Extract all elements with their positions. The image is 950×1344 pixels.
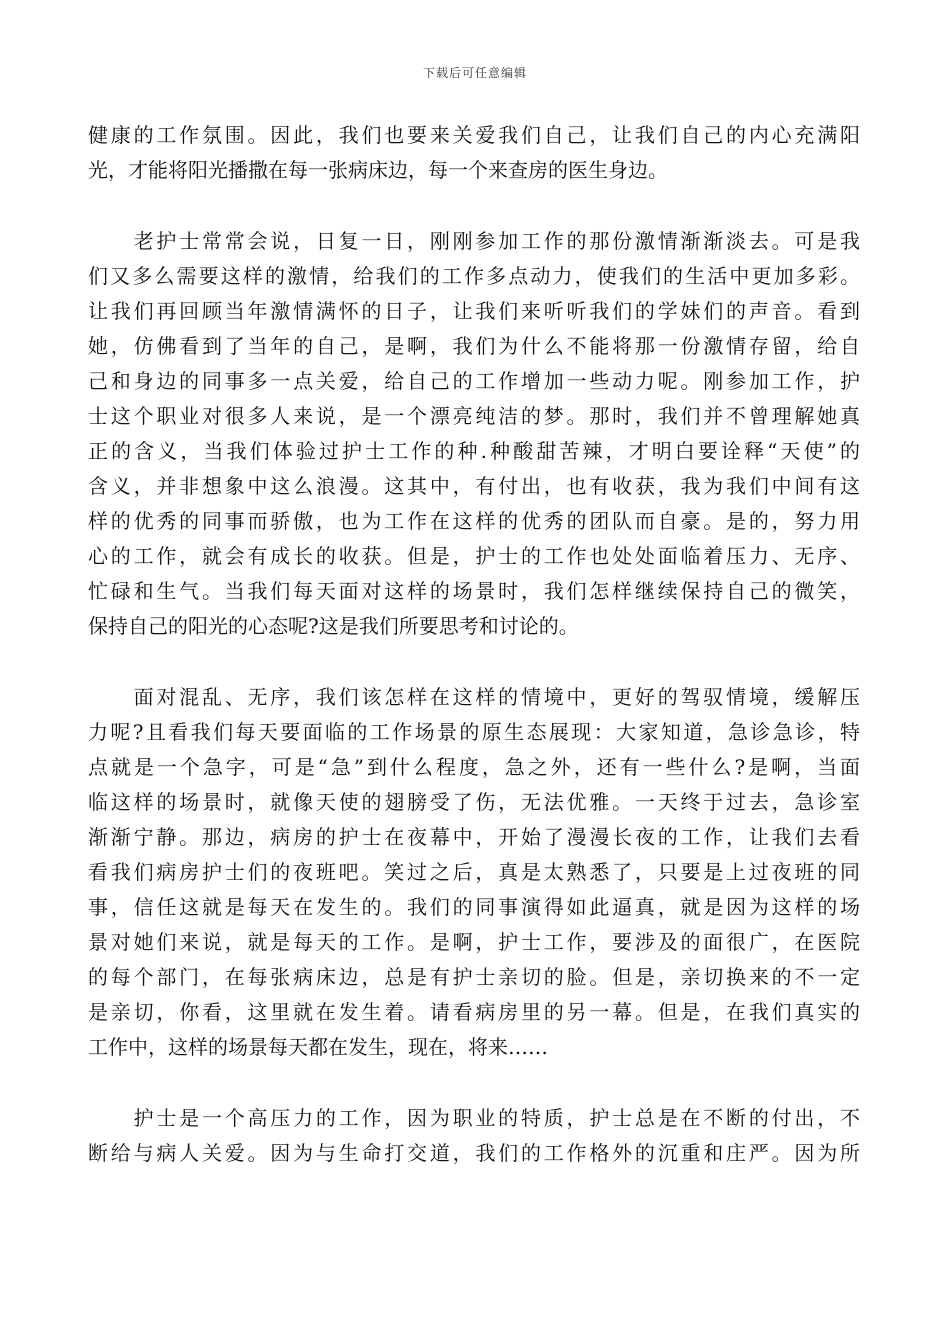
text-line: 心的工作，就会有成长的收获。但是，护士的工作也处处面临着压力、无序、: [88, 544, 860, 568]
text-line: 渐渐宁静。那边，病房的护士在夜幕中，开始了漫漫长夜的工作，让我们去看: [88, 825, 860, 849]
text-line: 保持自己的阳光的心态呢?这是我们所要思考和讨论的。: [88, 614, 579, 638]
paragraph-3: [88, 680, 860, 1065]
text-line: 力呢?且看我们每天要面临的工作场景的原生态展现：大家知道，急诊急诊，特: [88, 720, 860, 744]
text-line: 光，才能将阳光播撒在每一张病床边，每一个来查房的医生身边。: [88, 158, 668, 182]
text-line: 老护士常常会说，日复一日，刚刚参加工作的那份激情渐渐淡去。可是我: [88, 229, 860, 253]
text-line: 是亲切，你看，这里就在发生着。请看病房里的另一幕。但是，在我们真实的: [88, 1000, 860, 1024]
page-header: 下载后可任意编辑: [422, 66, 527, 80]
text-line: 含义，并非想象中这么浪漫。这其中，有付出，也有收获，我为我们中间有这: [88, 474, 860, 498]
text-line: 样的优秀的同事而骄傲，也为工作在这样的优秀的团队而自豪。是的，努力用: [88, 509, 860, 533]
text-line: 让我们再回顾当年激情满怀的日子，让我们来听听我们的学妹们的声音。看到: [88, 299, 860, 323]
text-line: 工作中，这样的场景每天都在发生，现在，将来……: [88, 1035, 548, 1059]
text-line: 看我们病房护士们的夜班吧。笑过之后，真是太熟悉了，只要是上过夜班的同: [88, 860, 860, 884]
paragraph-2: [88, 224, 860, 644]
text-line: 她，仿佛看到了当年的自己，是啊，我们为什么不能将那一份激情存留，给自: [88, 334, 860, 358]
text-line: 正的含义，当我们体验过护士工作的种.种酸甜苦辣，才明白要诠释“天使”的: [88, 439, 860, 463]
text-line: 健康的工作氛围。因此，我们也要来关爱我们自己，让我们自己的内心充满阳: [88, 123, 860, 147]
text-line: 点就是一个急字，可是“急”到什么程度，急之外，还有一些什么?是啊，当面: [88, 755, 860, 779]
text-line: 景对她们来说，就是每天的工作。是啊，护士工作，要涉及的面很广，在医院: [88, 930, 860, 954]
document-body: [88, 118, 860, 1171]
paragraph-4: [88, 1101, 860, 1171]
text-line: 己和身边的同事多一点关爱，给自己的工作增加一些动力呢。刚参加工作，护: [88, 369, 860, 393]
text-line: 事，信任这就是每天在发生的。我们的同事演得如此逼真，就是因为这样的场: [88, 895, 860, 919]
text-line: 护士是一个高压力的工作，因为职业的特质，护士总是在不断的付出，不: [88, 1106, 860, 1130]
text-line: 士这个职业对很多人来说，是一个漂亮纯洁的梦。那时，我们并不曾理解她真: [88, 404, 860, 428]
text-line: 临这样的场景时，就像天使的翅膀受了伤，无法优雅。一天终于过去，急诊室: [88, 790, 860, 814]
text-line: 们又多么需要这样的激情，给我们的工作多点动力，使我们的生活中更加多彩。: [88, 264, 860, 288]
paragraph-1: [88, 118, 860, 188]
text-line: 忙碌和生气。当我们每天面对这样的场景时，我们怎样继续保持自己的微笑，: [88, 579, 860, 603]
text-line: 的每个部门，在每张病床边，总是有护士亲切的脸。但是，亲切换来的不一定: [88, 965, 860, 989]
text-line: 断给与病人关爱。因为与生命打交道，我们的工作格外的沉重和庄严。因为所: [88, 1141, 860, 1165]
text-line: 面对混乱、无序，我们该怎样在这样的情境中，更好的驾驭情境，缓解压: [88, 685, 860, 709]
